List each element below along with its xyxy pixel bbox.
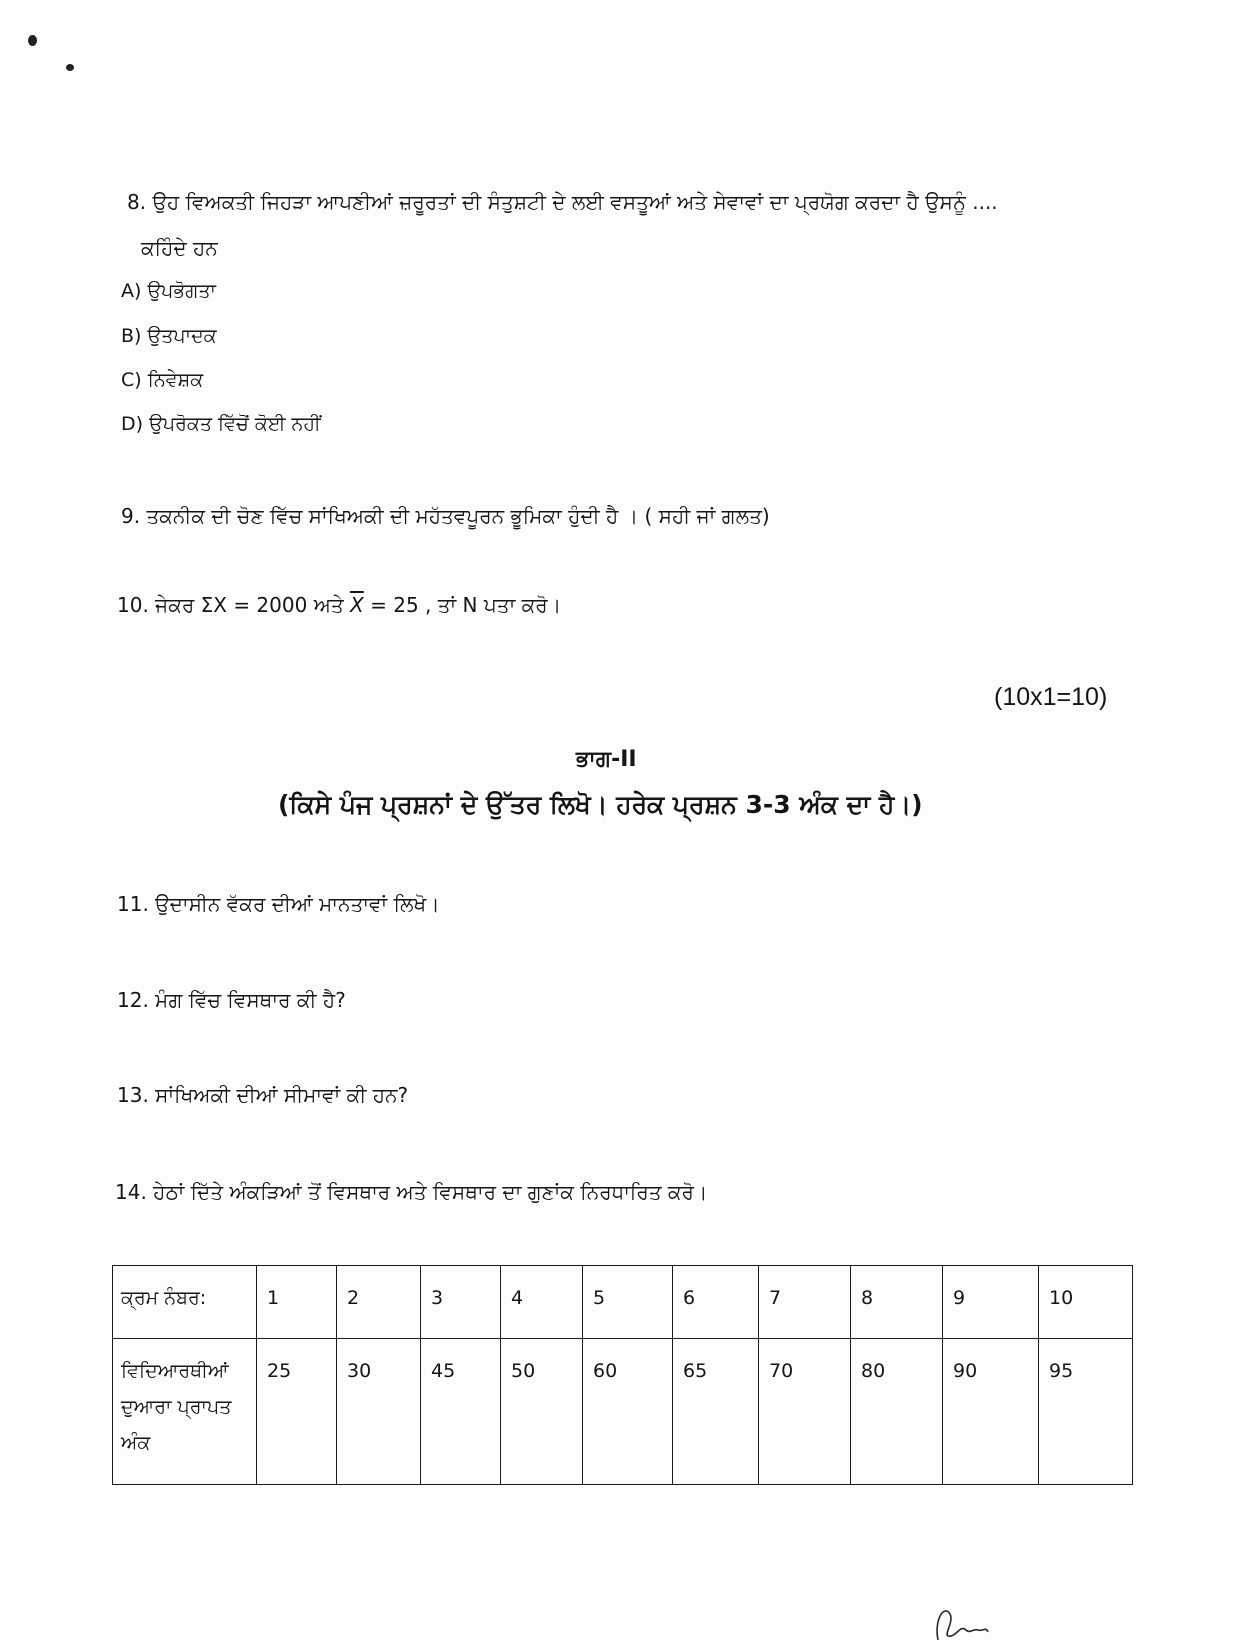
table-cell: 1 [257, 1266, 337, 1339]
question-10-xbar: $\overline{X}$ [350, 593, 364, 617]
question-9: 9. ਤਕਨੀਕ ਦੀ ਚੋਣ ਵਿੱਚ ਸਾਂਖਿਅਕੀ ਦੀ ਮਹੱਤਵਪੂਰਨ ਭੂਮਿਕਾ ਹੁੰਦੀ ਹੈ । ( ਸਹੀ ਜਾਂ ਗਲਤ) [121, 504, 770, 528]
table-cell: 7 [759, 1266, 851, 1339]
part-2-instruction: (ਕਿਸੇ ਪੰਜ ਪ੍ਰਸ਼ਨਾਂ ਦੇ ਉੱਤਰ ਲਿਖੋ। ਹਰੇਕ ਪ੍ਰਸ਼ਨ 3-3 ਅੰਕ ਦਾ ਹੈ।) [278, 790, 923, 819]
table-cell: 60 [583, 1339, 673, 1485]
table-cell: 10 [1039, 1266, 1133, 1339]
table-row [113, 1339, 1133, 1485]
table-cell: 90 [943, 1339, 1039, 1485]
table-cell: 3 [421, 1266, 501, 1339]
question-14: 14. ਹੇਠਾਂ ਦਿੱਤੇ ਅੰਕੜਿਆਂ ਤੋਂ ਵਿਸਥਾਰ ਅਤੇ ਵਿਸਥਾਰ ਦਾ ਗੁਣਾਂਕ ਨਿਰਧਾਰਿਤ ਕਰੋ। [115, 1180, 708, 1204]
table-cell: 50 [501, 1339, 583, 1485]
question-8-option-c: C) ਨਿਵੇਸ਼ਕ [121, 369, 204, 391]
table-cell: 70 [759, 1339, 851, 1485]
question-12: 12. ਮੰਗ ਵਿੱਚ ਵਿਸਥਾਰ ਕੀ ਹੈ? [117, 988, 346, 1012]
question-11: 11. ਉਦਾਸੀਨ ਵੱਕਰ ਦੀਆਂ ਮਾਨਤਾਵਾਂ ਲਿਖੋ। [117, 892, 440, 916]
signature-scribble [930, 1600, 1020, 1645]
scan-speck [28, 35, 37, 46]
table-cell: 65 [673, 1339, 759, 1485]
table-cell: 8 [851, 1266, 943, 1339]
table-cell: 30 [337, 1339, 421, 1485]
table-cell: 80 [851, 1339, 943, 1485]
table-cell: 5 [583, 1266, 673, 1339]
question-8-option-b: B) ਉਤਪਾਦਕ [121, 325, 217, 347]
table-cell: 6 [673, 1266, 759, 1339]
table-header-marks-line: ਦੁਆਰਾ ਪ੍ਰਾਪਤ [121, 1396, 232, 1419]
table-header-marks-line: ਅੰਕ [121, 1432, 151, 1455]
scan-speck [66, 64, 74, 71]
table-row [113, 1266, 1133, 1339]
question-8-line-1: 8. ਉਹ ਵਿਅਕਤੀ ਜਿਹੜਾ ਆਪਣੀਆਂ ਜ਼ਰੂਰਤਾਂ ਦੀ ਸੰਤੁਸ਼ਟੀ ਦੇ ਲਈ ਵਸਤੂਆਂ ਅਤੇ ਸੇਵਾਵਾਂ ਦਾ ਪ੍ਰਯੋਗ ਕਰਦਾ ਹੈ ਉਸਨੂੰ .... [127, 190, 998, 214]
part-2-title: ਭਾਗ-II [576, 747, 637, 772]
question-8-line-2: ਕਹਿੰਦੇ ਹਨ [141, 236, 218, 260]
question-10-prefix: 10. ਜੇਕਰ ΣX = 2000 ਅਤੇ [117, 593, 351, 617]
scores-table [112, 1265, 1133, 1485]
question-13: 13. ਸਾਂਖਿਅਕੀ ਦੀਆਂ ਸੀਮਾਵਾਂ ਕੀ ਹਨ? [117, 1083, 409, 1107]
question-10-suffix: = 25 , ਤਾਂ N ਪਤਾ ਕਰੋ। [363, 593, 562, 617]
table-cell: 25 [257, 1339, 337, 1485]
table-cell: 4 [501, 1266, 583, 1339]
table-cell: 2 [337, 1266, 421, 1339]
question-8-option-d: D) ਉਪਰੋਕਤ ਵਿੱਚੋਂ ਕੋਈ ਨਹੀਂ [121, 413, 321, 435]
question-10 [117, 593, 561, 617]
marks-label: (10x1=10) [994, 683, 1108, 711]
table-cell: 9 [943, 1266, 1039, 1339]
question-8-option-a: A) ਉਪਭੋਗਤਾ [121, 280, 216, 302]
table-header-serial: ਕ੍ਰਮ ਨੰਬਰ: [113, 1266, 257, 1339]
table-cell: 95 [1039, 1339, 1133, 1485]
table-header-marks [113, 1339, 257, 1485]
table-cell: 45 [421, 1339, 501, 1485]
table-header-marks-line: ਵਿਦਿਆਰਥੀਆਂ [121, 1360, 229, 1382]
